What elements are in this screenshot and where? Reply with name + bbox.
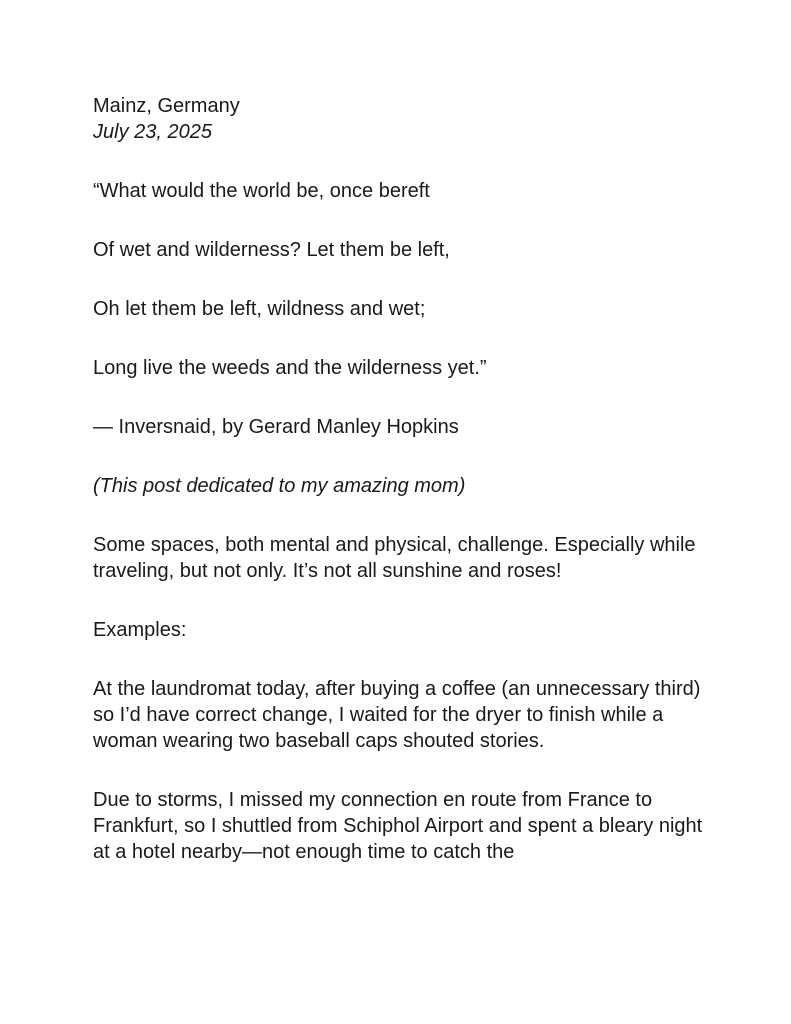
post-date: July 23, 2025 [93,121,212,143]
location-heading: Mainz, Germany [93,95,240,117]
poem-line: “What would the world be, once bereft [93,180,430,202]
poem-line: Of wet and wilderness? Let them be left, [93,239,450,261]
poem-attribution: — Inversnaid, by Gerard Manley Hopkins [93,416,459,438]
body-paragraph: Some spaces, both mental and physical, challenge. Especially while traveling, but not only. It’s not all sunshine and roses! [93,534,696,582]
body-paragraph: Examples: [93,619,187,641]
body-paragraph: At the laundromat today, after buying a coffee (an unnecessary third) so I’d have correct change, I waited for the dryer to finish while a woman wearing two baseball caps shouted stories. [93,678,701,752]
document-page [93,93,708,865]
poem-line: Long live the weeds and the wilderness yet.” [93,357,487,379]
poem-line: Oh let them be left, wildness and wet; [93,298,426,320]
body-paragraph: Due to storms, I missed my connection en route from France to Frankfurt, so I shuttled from Schiphol Airport and spent a bleary night at a hotel nearby—not enough time to catch the [93,789,703,863]
dedication-note: (This post dedicated to my amazing mom) [93,475,466,497]
